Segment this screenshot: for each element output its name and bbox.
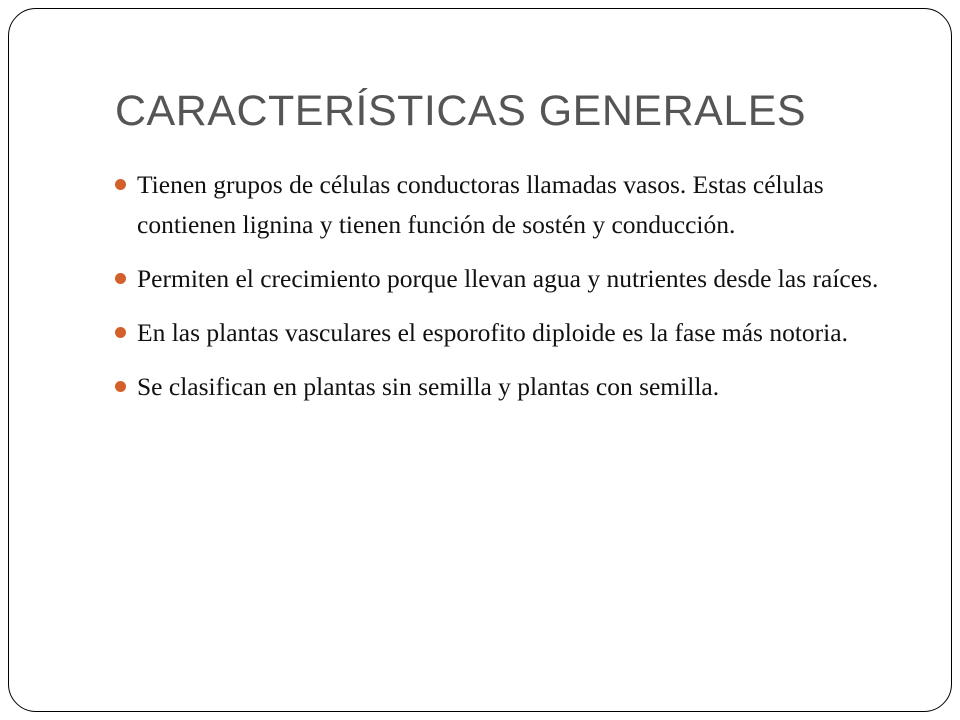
bullet-item bbox=[115, 313, 905, 353]
bullet-text: Tienen grupos de células conductoras llamadas vasos. Estas células contienen lignina y tienen función de sostén y conducción. bbox=[137, 170, 824, 239]
bullet-text: Se clasifican en plantas sin semilla y plantas con semilla. bbox=[137, 372, 720, 401]
bullet-item bbox=[115, 259, 905, 299]
bullet-item bbox=[115, 367, 905, 407]
bullet-dot-icon bbox=[115, 381, 126, 392]
bullet-item bbox=[115, 165, 905, 245]
bullet-dot-icon bbox=[115, 179, 126, 190]
bullet-dot-icon bbox=[115, 327, 126, 338]
slide-title: CARACTERÍSTICAS GENERALES bbox=[115, 87, 807, 135]
bullet-text: En las plantas vasculares el esporofito diploide es la fase más notoria. bbox=[137, 318, 848, 347]
bullet-text: Permiten el crecimiento porque llevan agua y nutrientes desde las raíces. bbox=[137, 264, 879, 293]
bullet-dot-icon bbox=[115, 273, 126, 284]
bullet-list bbox=[115, 165, 905, 421]
slide bbox=[8, 8, 952, 712]
